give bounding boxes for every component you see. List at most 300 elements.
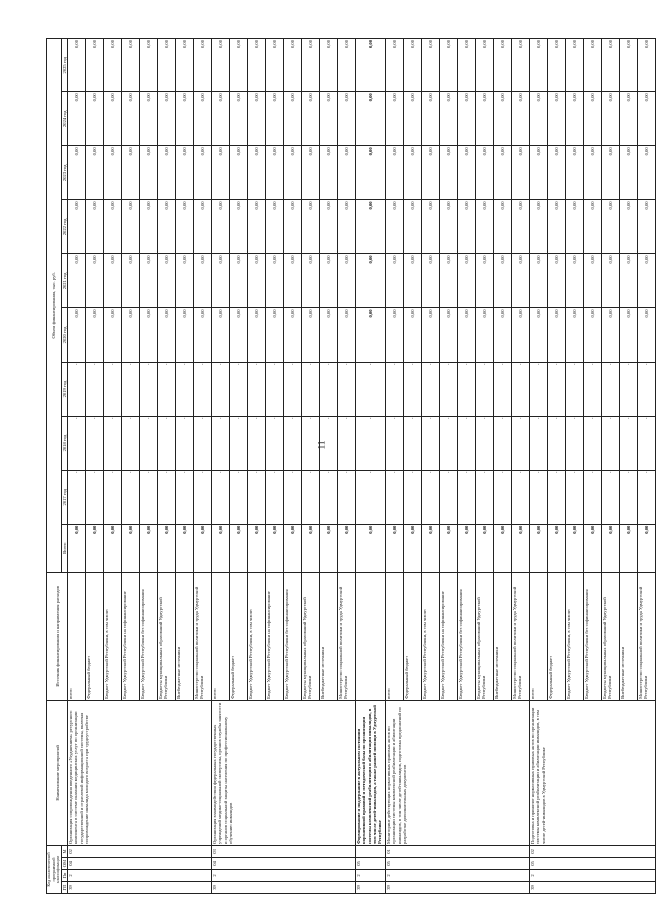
year-cell-2018: - bbox=[620, 416, 638, 470]
year-cell-2018: - bbox=[458, 416, 476, 470]
year-cell-2021: 0,00 bbox=[320, 254, 338, 308]
year-cell-2023: 0,00 bbox=[530, 146, 548, 200]
total-cell: 0,00 bbox=[104, 524, 122, 572]
header-year-2024: 2024 год bbox=[62, 92, 68, 146]
code-om: 04 bbox=[212, 858, 356, 870]
source-cell: Бюджет Удмуртской Республики, в том числе: bbox=[566, 572, 584, 700]
year-cell-2024: 0,00 bbox=[530, 92, 548, 146]
total-cell: 0,00 bbox=[284, 524, 302, 572]
year-cell-2023: 0,00 bbox=[320, 146, 338, 200]
year-cell-2024: 0,00 bbox=[338, 92, 356, 146]
code-om: 05 bbox=[356, 858, 386, 870]
year-cell-2018: - bbox=[356, 416, 386, 470]
year-cell-2024: 0,00 bbox=[620, 92, 638, 146]
year-cell-2019: - bbox=[266, 362, 284, 416]
year-cell-2019: - bbox=[194, 362, 212, 416]
year-cell-2020: 0,00 bbox=[476, 308, 494, 362]
year-cell-2023: 0,00 bbox=[440, 146, 458, 200]
year-cell-2019: - bbox=[104, 362, 122, 416]
year-cell-2022: 0,00 bbox=[584, 200, 602, 254]
header-om: ОМ bbox=[62, 858, 68, 870]
year-cell-2025: 0,00 bbox=[530, 39, 548, 92]
header-code: Код аналитической программной классификации bbox=[47, 845, 62, 893]
total-cell: 0,00 bbox=[356, 524, 386, 572]
year-cell-2019: - bbox=[140, 362, 158, 416]
source-cell: Федеральный бюджет bbox=[86, 572, 104, 700]
source-cell: Бюджет Удмуртской Республики без софинансирования bbox=[284, 572, 302, 700]
year-cell-2020: 0,00 bbox=[266, 308, 284, 362]
source-cell: Внебюджетные источники bbox=[620, 572, 638, 700]
year-cell-2017: - bbox=[248, 470, 266, 524]
source-cell: Министерство социальной политики и труда Удмуртской Республики bbox=[194, 572, 212, 700]
year-cell-2024: 0,00 bbox=[104, 92, 122, 146]
year-cell-2025: 0,00 bbox=[386, 39, 404, 92]
source-cell: Министерство социальной политики и труда Удмуртской Республики bbox=[512, 572, 530, 700]
year-cell-2020: 0,00 bbox=[302, 308, 320, 362]
year-cell-2020: 0,00 bbox=[86, 308, 104, 362]
year-cell-2020: 0,00 bbox=[602, 308, 620, 362]
total-cell: 0,00 bbox=[602, 524, 620, 572]
total-cell: 0,00 bbox=[422, 524, 440, 572]
total-cell: 0,00 bbox=[140, 524, 158, 572]
year-cell-2024: 0,00 bbox=[440, 92, 458, 146]
source-cell: Бюджеты муниципальных образований Удмуртской Республики bbox=[602, 572, 620, 700]
total-cell: 0,00 bbox=[638, 524, 656, 572]
year-cell-2024: 0,00 bbox=[494, 92, 512, 146]
year-cell-2020: 0,00 bbox=[584, 308, 602, 362]
year-cell-2017: - bbox=[176, 470, 194, 524]
year-cell-2021: 0,00 bbox=[386, 254, 404, 308]
year-cell-2023: 0,00 bbox=[248, 146, 266, 200]
year-cell-2018: - bbox=[386, 416, 404, 470]
year-cell-2020: 0,00 bbox=[494, 308, 512, 362]
year-cell-2025: 0,00 bbox=[86, 39, 104, 92]
year-cell-2017: - bbox=[638, 470, 656, 524]
year-cell-2017: - bbox=[458, 470, 476, 524]
year-cell-2025: 0,00 bbox=[302, 39, 320, 92]
total-cell: 0,00 bbox=[248, 524, 266, 572]
code-m: 02 bbox=[530, 845, 656, 857]
year-cell-2025: 0,00 bbox=[176, 39, 194, 92]
year-cell-2024: 0,00 bbox=[512, 92, 530, 146]
source-cell: всего bbox=[212, 572, 230, 700]
header-year-2023: 2023 год bbox=[62, 146, 68, 200]
source-cell: Бюджет Удмуртской Республики, в том числе: bbox=[248, 572, 266, 700]
year-cell-2023: 0,00 bbox=[140, 146, 158, 200]
year-cell-2018: - bbox=[530, 416, 548, 470]
year-cell-2025: 0,00 bbox=[356, 39, 386, 92]
year-cell-2020: 0,00 bbox=[356, 308, 386, 362]
year-cell-2022: 0,00 bbox=[494, 200, 512, 254]
year-cell-2022: 0,00 bbox=[338, 200, 356, 254]
year-cell-2022: 0,00 bbox=[566, 200, 584, 254]
year-cell-2023: 0,00 bbox=[194, 146, 212, 200]
year-cell-2023: 0,00 bbox=[512, 146, 530, 200]
year-cell-2024: 0,00 bbox=[386, 92, 404, 146]
header-year-2017: 2017 год bbox=[62, 470, 68, 524]
year-cell-2020: 0,00 bbox=[104, 308, 122, 362]
year-cell-2021: 0,00 bbox=[476, 254, 494, 308]
year-cell-2024: 0,00 bbox=[476, 92, 494, 146]
year-cell-2018: - bbox=[230, 416, 248, 470]
year-cell-2024: 0,00 bbox=[230, 92, 248, 146]
year-cell-2021: 0,00 bbox=[356, 254, 386, 308]
year-cell-2017: - bbox=[602, 470, 620, 524]
year-cell-2020: 0,00 bbox=[230, 308, 248, 362]
year-cell-2024: 0,00 bbox=[302, 92, 320, 146]
table-row bbox=[68, 39, 86, 894]
year-cell-2022: 0,00 bbox=[404, 200, 422, 254]
year-cell-2020: 0,00 bbox=[122, 308, 140, 362]
year-cell-2022: 0,00 bbox=[284, 200, 302, 254]
year-cell-2021: 0,00 bbox=[422, 254, 440, 308]
year-cell-2021: 0,00 bbox=[86, 254, 104, 308]
year-cell-2018: - bbox=[86, 416, 104, 470]
year-cell-2021: 0,00 bbox=[458, 254, 476, 308]
source-cell: всего bbox=[530, 572, 548, 700]
year-cell-2022: 0,00 bbox=[248, 200, 266, 254]
year-cell-2019: - bbox=[86, 362, 104, 416]
source-cell: Бюджет Удмуртской Республики на софинансирование bbox=[266, 572, 284, 700]
year-cell-2018: - bbox=[422, 416, 440, 470]
year-cell-2020: 0,00 bbox=[68, 308, 86, 362]
year-cell-2023: 0,00 bbox=[638, 146, 656, 200]
year-cell-2021: 0,00 bbox=[584, 254, 602, 308]
year-cell-2024: 0,00 bbox=[158, 92, 176, 146]
source-cell bbox=[356, 572, 386, 700]
year-cell-2017: - bbox=[584, 470, 602, 524]
year-cell-2020: 0,00 bbox=[140, 308, 158, 362]
year-cell-2020: 0,00 bbox=[338, 308, 356, 362]
total-cell: 0,00 bbox=[512, 524, 530, 572]
code-pp: 2 bbox=[212, 870, 356, 882]
year-cell-2025: 0,00 bbox=[602, 39, 620, 92]
year-cell-2025: 0,00 bbox=[584, 39, 602, 92]
year-cell-2025: 0,00 bbox=[422, 39, 440, 92]
header-year-2019: 2019 год bbox=[62, 362, 68, 416]
year-cell-2025: 0,00 bbox=[548, 39, 566, 92]
year-cell-2017: - bbox=[86, 470, 104, 524]
year-cell-2025: 0,00 bbox=[494, 39, 512, 92]
year-cell-2022: 0,00 bbox=[602, 200, 620, 254]
year-cell-2020: 0,00 bbox=[386, 308, 404, 362]
header-volume: Объем финансирования, тыс. руб. bbox=[47, 39, 62, 573]
source-cell: Бюджет Удмуртской Республики, в том числе: bbox=[422, 572, 440, 700]
code-pp: 2 bbox=[68, 870, 212, 882]
total-cell: 0,00 bbox=[338, 524, 356, 572]
year-cell-2021: 0,00 bbox=[494, 254, 512, 308]
source-cell: Бюджеты муниципальных образований Удмуртской Республики bbox=[476, 572, 494, 700]
year-cell-2021: 0,00 bbox=[638, 254, 656, 308]
year-cell-2019: - bbox=[284, 362, 302, 416]
header-gp: ГП bbox=[62, 882, 68, 894]
year-cell-2017: - bbox=[284, 470, 302, 524]
year-cell-2024: 0,00 bbox=[566, 92, 584, 146]
year-cell-2023: 0,00 bbox=[494, 146, 512, 200]
year-cell-2020: 0,00 bbox=[440, 308, 458, 362]
year-cell-2020: 0,00 bbox=[320, 308, 338, 362]
year-cell-2024: 0,00 bbox=[356, 92, 386, 146]
year-cell-2021: 0,00 bbox=[566, 254, 584, 308]
year-cell-2023: 0,00 bbox=[158, 146, 176, 200]
total-cell: 0,00 bbox=[386, 524, 404, 572]
year-cell-2019: - bbox=[584, 362, 602, 416]
year-cell-2017: - bbox=[356, 470, 386, 524]
year-cell-2019: - bbox=[566, 362, 584, 416]
year-cell-2025: 0,00 bbox=[440, 39, 458, 92]
year-cell-2017: - bbox=[476, 470, 494, 524]
total-cell: 0,00 bbox=[584, 524, 602, 572]
year-cell-2018: - bbox=[548, 416, 566, 470]
year-cell-2018: - bbox=[512, 416, 530, 470]
year-cell-2018: - bbox=[122, 416, 140, 470]
year-cell-2021: 0,00 bbox=[440, 254, 458, 308]
total-cell: 0,00 bbox=[158, 524, 176, 572]
code-m bbox=[356, 845, 386, 857]
year-cell-2021: 0,00 bbox=[602, 254, 620, 308]
year-cell-2019: - bbox=[548, 362, 566, 416]
year-cell-2018: - bbox=[302, 416, 320, 470]
year-cell-2021: 0,00 bbox=[176, 254, 194, 308]
year-cell-2021: 0,00 bbox=[212, 254, 230, 308]
year-cell-2017: - bbox=[230, 470, 248, 524]
year-cell-2018: - bbox=[320, 416, 338, 470]
year-cell-2017: - bbox=[140, 470, 158, 524]
header-year-2021: 2021 год bbox=[62, 254, 68, 308]
page-number: 11 bbox=[316, 440, 327, 450]
year-cell-2025: 0,00 bbox=[194, 39, 212, 92]
code-pp: 2 bbox=[530, 870, 656, 882]
year-cell-2023: 0,00 bbox=[176, 146, 194, 200]
year-cell-2022: 0,00 bbox=[194, 200, 212, 254]
year-cell-2023: 0,00 bbox=[620, 146, 638, 200]
year-cell-2023: 0,00 bbox=[584, 146, 602, 200]
year-cell-2018: - bbox=[476, 416, 494, 470]
year-cell-2019: - bbox=[620, 362, 638, 416]
year-cell-2023: 0,00 bbox=[422, 146, 440, 200]
year-cell-2022: 0,00 bbox=[212, 200, 230, 254]
year-cell-2024: 0,00 bbox=[584, 92, 602, 146]
year-cell-2025: 0,00 bbox=[230, 39, 248, 92]
code-om: 05 bbox=[386, 858, 530, 870]
year-cell-2025: 0,00 bbox=[140, 39, 158, 92]
year-cell-2021: 0,00 bbox=[338, 254, 356, 308]
year-cell-2022: 0,00 bbox=[230, 200, 248, 254]
year-cell-2020: 0,00 bbox=[284, 308, 302, 362]
year-cell-2018: - bbox=[566, 416, 584, 470]
year-cell-2023: 0,00 bbox=[458, 146, 476, 200]
year-cell-2020: 0,00 bbox=[548, 308, 566, 362]
year-cell-2022: 0,00 bbox=[530, 200, 548, 254]
year-cell-2023: 0,00 bbox=[548, 146, 566, 200]
year-cell-2023: 0,00 bbox=[476, 146, 494, 200]
total-cell: 0,00 bbox=[404, 524, 422, 572]
year-cell-2021: 0,00 bbox=[404, 254, 422, 308]
table-body bbox=[68, 39, 656, 894]
year-cell-2020: 0,00 bbox=[530, 308, 548, 362]
total-cell: 0,00 bbox=[458, 524, 476, 572]
year-cell-2021: 0,00 bbox=[122, 254, 140, 308]
year-cell-2017: - bbox=[266, 470, 284, 524]
year-cell-2018: - bbox=[266, 416, 284, 470]
year-cell-2018: - bbox=[140, 416, 158, 470]
code-gp: 39 bbox=[386, 882, 530, 894]
year-cell-2017: - bbox=[320, 470, 338, 524]
year-cell-2018: - bbox=[284, 416, 302, 470]
year-cell-2021: 0,00 bbox=[620, 254, 638, 308]
year-cell-2023: 0,00 bbox=[566, 146, 584, 200]
year-cell-2017: - bbox=[422, 470, 440, 524]
year-cell-2018: - bbox=[68, 416, 86, 470]
year-cell-2022: 0,00 bbox=[86, 200, 104, 254]
year-cell-2022: 0,00 bbox=[356, 200, 386, 254]
year-cell-2020: 0,00 bbox=[212, 308, 230, 362]
year-cell-2019: - bbox=[458, 362, 476, 416]
total-cell: 0,00 bbox=[320, 524, 338, 572]
year-cell-2019: - bbox=[320, 362, 338, 416]
total-cell: 0,00 bbox=[494, 524, 512, 572]
year-cell-2025: 0,00 bbox=[212, 39, 230, 92]
year-cell-2019: - bbox=[602, 362, 620, 416]
year-cell-2022: 0,00 bbox=[620, 200, 638, 254]
year-cell-2023: 0,00 bbox=[386, 146, 404, 200]
total-cell: 0,00 bbox=[86, 524, 104, 572]
header-year-2020: 2020 год bbox=[62, 308, 68, 362]
year-cell-2020: 0,00 bbox=[458, 308, 476, 362]
year-cell-2022: 0,00 bbox=[158, 200, 176, 254]
table-row bbox=[212, 39, 230, 894]
rotated-table-container bbox=[46, 38, 650, 894]
year-cell-2024: 0,00 bbox=[404, 92, 422, 146]
year-cell-2022: 0,00 bbox=[422, 200, 440, 254]
year-cell-2025: 0,00 bbox=[266, 39, 284, 92]
total-cell: 0,00 bbox=[230, 524, 248, 572]
year-cell-2021: 0,00 bbox=[548, 254, 566, 308]
year-cell-2023: 0,00 bbox=[212, 146, 230, 200]
source-cell: Бюджет Удмуртской Республики, в том числе: bbox=[104, 572, 122, 700]
year-cell-2025: 0,00 bbox=[158, 39, 176, 92]
year-cell-2024: 0,00 bbox=[548, 92, 566, 146]
year-cell-2025: 0,00 bbox=[104, 39, 122, 92]
header-total: Всего bbox=[62, 524, 68, 572]
header-year-2018: 2018 год bbox=[62, 416, 68, 470]
source-cell: Бюджет Удмуртской Республики без софинансирования bbox=[584, 572, 602, 700]
year-cell-2023: 0,00 bbox=[338, 146, 356, 200]
header-pp: Пп bbox=[62, 870, 68, 882]
year-cell-2024: 0,00 bbox=[140, 92, 158, 146]
year-cell-2019: - bbox=[530, 362, 548, 416]
source-cell: Федеральный бюджет bbox=[548, 572, 566, 700]
year-cell-2025: 0,00 bbox=[620, 39, 638, 92]
code-om: 04 bbox=[68, 858, 212, 870]
source-cell: Бюджет Удмуртской Республики на софинансирование bbox=[122, 572, 140, 700]
year-cell-2019: - bbox=[638, 362, 656, 416]
code-gp: 39 bbox=[530, 882, 656, 894]
year-cell-2024: 0,00 bbox=[422, 92, 440, 146]
source-cell: Внебюджетные источники bbox=[176, 572, 194, 700]
year-cell-2025: 0,00 bbox=[68, 39, 86, 92]
year-cell-2025: 0,00 bbox=[320, 39, 338, 92]
year-cell-2023: 0,00 bbox=[68, 146, 86, 200]
code-m: 02 bbox=[68, 845, 212, 857]
year-cell-2024: 0,00 bbox=[638, 92, 656, 146]
year-cell-2017: - bbox=[494, 470, 512, 524]
year-cell-2019: - bbox=[302, 362, 320, 416]
source-cell: Бюджеты муниципальных образований Удмуртской Республики bbox=[158, 572, 176, 700]
year-cell-2025: 0,00 bbox=[512, 39, 530, 92]
code-pp: 2 bbox=[386, 870, 530, 882]
year-cell-2025: 0,00 bbox=[458, 39, 476, 92]
year-cell-2022: 0,00 bbox=[122, 200, 140, 254]
year-cell-2022: 0,00 bbox=[68, 200, 86, 254]
year-cell-2022: 0,00 bbox=[512, 200, 530, 254]
year-cell-2017: - bbox=[440, 470, 458, 524]
year-cell-2017: - bbox=[566, 470, 584, 524]
table-row bbox=[386, 39, 404, 894]
year-cell-2019: - bbox=[212, 362, 230, 416]
year-cell-2023: 0,00 bbox=[356, 146, 386, 200]
year-cell-2023: 0,00 bbox=[602, 146, 620, 200]
measure-name: Организация взаимодействия федеральных государственных учреждений медико-социальной экспертизы, органов службы занятости и органов социальной защиты населения по профессиональному обучению инвалидов bbox=[212, 700, 356, 845]
year-cell-2019: - bbox=[386, 362, 404, 416]
year-cell-2022: 0,00 bbox=[266, 200, 284, 254]
year-cell-2019: - bbox=[356, 362, 386, 416]
year-cell-2017: - bbox=[104, 470, 122, 524]
source-cell: Федеральный бюджет bbox=[230, 572, 248, 700]
source-cell: Бюджет Удмуртской Республики на софинансирование bbox=[440, 572, 458, 700]
year-cell-2022: 0,00 bbox=[302, 200, 320, 254]
year-cell-2018: - bbox=[176, 416, 194, 470]
year-cell-2025: 0,00 bbox=[476, 39, 494, 92]
table-row bbox=[530, 39, 548, 894]
year-cell-2023: 0,00 bbox=[86, 146, 104, 200]
year-cell-2017: - bbox=[212, 470, 230, 524]
year-cell-2024: 0,00 bbox=[320, 92, 338, 146]
source-cell: Бюджет Удмуртской Республики без софинансирования bbox=[140, 572, 158, 700]
total-cell: 0,00 bbox=[176, 524, 194, 572]
total-cell: 0,00 bbox=[620, 524, 638, 572]
source-cell: Федеральный бюджет bbox=[404, 572, 422, 700]
year-cell-2021: 0,00 bbox=[140, 254, 158, 308]
year-cell-2020: 0,00 bbox=[158, 308, 176, 362]
source-cell: Министерство социальной политики и труда Удмуртской Республики bbox=[638, 572, 656, 700]
measure-name: Подготовка и принятие нормативных правовых актов по организации системы комплексной реабилитации и абилитации инвалидов, в том числе детей-инвалидов в Удмуртской Республике bbox=[530, 700, 656, 845]
header-source: Источник финансирования и направления расходов bbox=[47, 572, 68, 700]
code-m: 03 bbox=[212, 845, 356, 857]
total-cell: 0,00 bbox=[530, 524, 548, 572]
year-cell-2021: 0,00 bbox=[266, 254, 284, 308]
year-cell-2018: - bbox=[440, 416, 458, 470]
code-m: 01 bbox=[386, 845, 530, 857]
year-cell-2018: - bbox=[602, 416, 620, 470]
total-cell: 0,00 bbox=[68, 524, 86, 572]
year-cell-2021: 0,00 bbox=[248, 254, 266, 308]
source-cell: Бюджеты муниципальных образований Удмуртской Республики bbox=[302, 572, 320, 700]
year-cell-2022: 0,00 bbox=[140, 200, 158, 254]
year-cell-2025: 0,00 bbox=[638, 39, 656, 92]
year-cell-2017: - bbox=[158, 470, 176, 524]
total-cell: 0,00 bbox=[122, 524, 140, 572]
year-cell-2023: 0,00 bbox=[284, 146, 302, 200]
year-cell-2017: - bbox=[68, 470, 86, 524]
source-cell: всего bbox=[68, 572, 86, 700]
year-cell-2023: 0,00 bbox=[404, 146, 422, 200]
year-cell-2022: 0,00 bbox=[440, 200, 458, 254]
source-cell: Министерство социальной политики и труда Удмуртской Республики bbox=[338, 572, 356, 700]
measure-name: Формирование и поддержание в актуальном состоянии нормативной правовой и методической базы по организации системы комплексной реабилитации и абилитации инвалидов, в том числе детей-инвалидов, а также ранней помощи в Удмуртской Республике bbox=[356, 700, 386, 845]
total-cell: 0,00 bbox=[566, 524, 584, 572]
measure-name: Мониторинг действующих нормативных правовых актов по организации системы комплексной реабилитации и абилитации инвалидов, в том числе детей-инвалидов, подготовка предложений по разработке дополнительных документов bbox=[386, 700, 530, 845]
